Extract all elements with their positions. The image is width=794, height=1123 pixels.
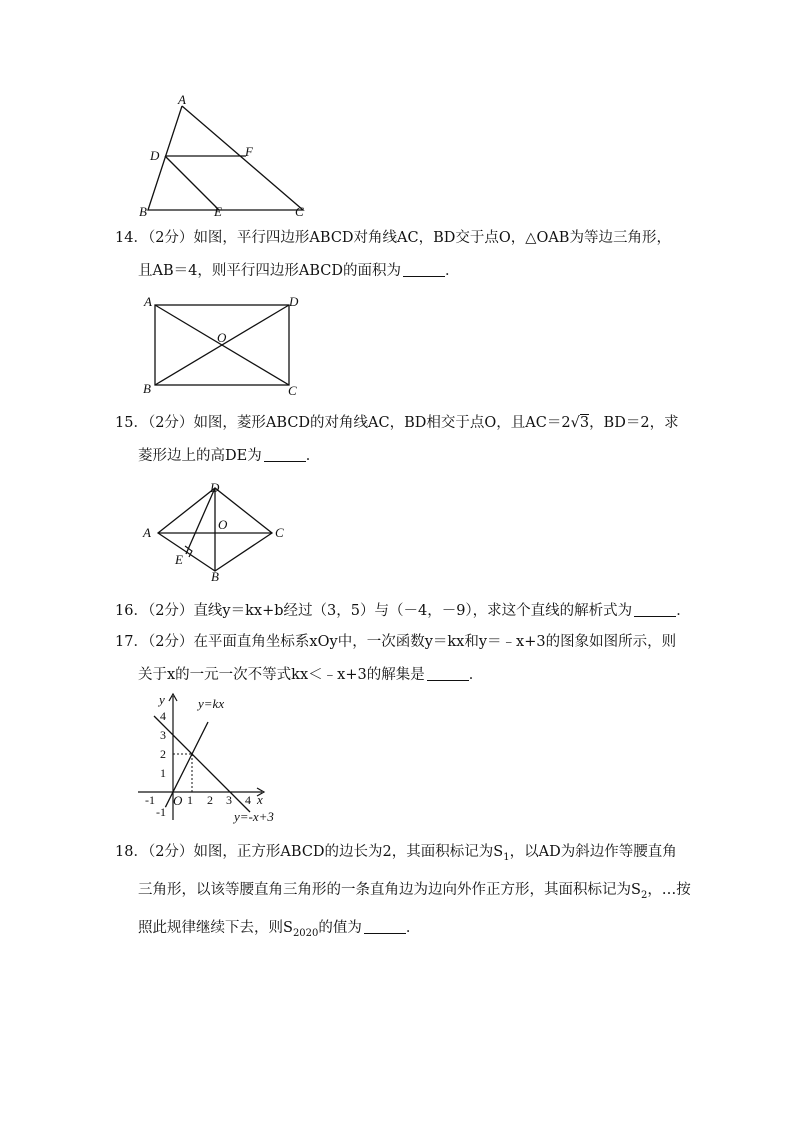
line-label-y-kx: y=kx [198,696,225,711]
label-b: B [211,569,219,584]
y-axis-label: y [159,692,165,707]
question-number: 14． [115,230,148,246]
question-score: （2分） [147,415,194,431]
line-y-neg-x-plus-3 [154,716,250,812]
question-15: 15．（2分）如图，菱形ABCD的对角线AC，BD相交于点O，且AC＝2√3，BD＝2，求 菱形边上的高DE为 ． [115,415,679,464]
question-score: （2分） [147,634,194,650]
question-text: 如图，平行四边形ABCD对角线AC，BD交于点O，△OAB为等边三角形， [193,230,671,246]
label-c: C [275,525,284,540]
answer-blank[interactable] [264,447,306,462]
question-text: 三角形，以该等腰直角三角形的一条直角边为边向外作正方形，其面积标记为S [138,881,641,898]
question-text: 关于x的一元一次不等式kx＜﹣x+3的解集是 [138,667,425,683]
question-17: 17．（2分）在平面直角坐标系xOy中，一次函数y＝kx和y＝﹣x+3的图象如图所示，则 关于x的一元一次不等式kx＜﹣x+3的解集是 ． [115,634,677,683]
x-axis-label: x [257,792,263,807]
segment-de [165,156,219,210]
question-14: 14．（2分）如图，平行四边形ABCD对角线AC，BD交于点O，△OAB为等边三角形， 且AB＝4，则平行四边形ABCD的面积为 ． [115,230,671,279]
line-label-y-neg-x-plus-3: y=-x+3 [234,809,274,824]
label-o: O [217,330,227,345]
coordinate-graph [130,690,290,830]
triangle-figure [130,92,320,222]
question-number: 16． [115,603,148,619]
x-tick-neg1: -1 [145,793,155,807]
y-tick-2: 2 [160,747,166,761]
label-b: B [143,381,151,396]
label-c: C [295,204,304,219]
label-e: E [175,552,183,567]
label-d: D [289,294,299,309]
question-number: 15． [115,415,148,431]
x-tick-4: 4 [245,793,251,807]
label-a: A [144,294,152,309]
label-o: O [218,517,228,532]
label-a: A [143,525,151,540]
question-score: （2分） [147,230,194,246]
question-text: 照此规律继续下去，则S [138,919,293,936]
answer-blank[interactable] [634,602,676,617]
x-tick-3: 3 [226,793,232,807]
answer-blank[interactable] [364,919,406,934]
question-number: 18． [115,844,148,860]
origin-label: O [173,793,183,808]
triangle-outline [148,106,303,210]
x-tick-2: 2 [207,793,213,807]
y-tick-3: 3 [160,728,166,742]
sqrt-radicand: 3 [579,415,590,431]
question-text: 直线y＝kx+b经过（3，5）与（－4，－9），求这个直线的解析式为 [193,603,633,619]
sqrt-sign: √ [570,415,580,431]
label-d: D [210,480,220,495]
question-18: 18．（2分）如图，正方形ABCD的边长为2，其面积标记为$S_1$，以AD为斜边作等腰直角 三角形，以该等腰直角三角形的一条直角边为边向外作正方形，其面积标记为$S_2$，…按 照此规律继续下去，则$S_{2020}$的值为 ． [115,844,691,939]
answer-blank[interactable] [403,262,445,277]
rectangle-figure [138,294,308,399]
label-f: F [245,144,253,159]
y-tick-4: 4 [160,709,166,723]
rhombus-figure [138,478,298,588]
x-tick-1: 1 [187,793,193,807]
question-text: 且AB＝4，则平行四边形ABCD的面积为 [138,263,401,279]
answer-blank[interactable] [427,666,469,681]
y-tick-1: 1 [160,766,166,780]
question-score: （2分） [147,603,194,619]
label-b: B [139,204,147,219]
label-d: D [150,148,160,163]
question-score: （2分） [147,844,194,860]
question-text: 如图，正方形ABCD的边长为2，其面积标记为S [193,844,504,860]
label-a: A [178,92,186,107]
question-number: 17． [115,634,148,650]
question-text: 如图，菱形ABCD的对角线AC，BD相交于点O，且AC＝2 [193,415,571,431]
label-e: E [214,204,222,219]
y-tick-neg1: -1 [156,805,166,819]
question-text: 菱形边上的高DE为 [138,448,262,464]
question-text: 在平面直角坐标系xOy中，一次函数y＝kx和y＝﹣x+3的图象如图所示，则 [193,634,677,650]
label-c: C [288,383,297,398]
question-16: 16．（2分）直线y＝kx+b经过（3，5）与（－4，－9），求这个直线的解析式为 ． [115,603,691,619]
height-de [186,488,215,554]
